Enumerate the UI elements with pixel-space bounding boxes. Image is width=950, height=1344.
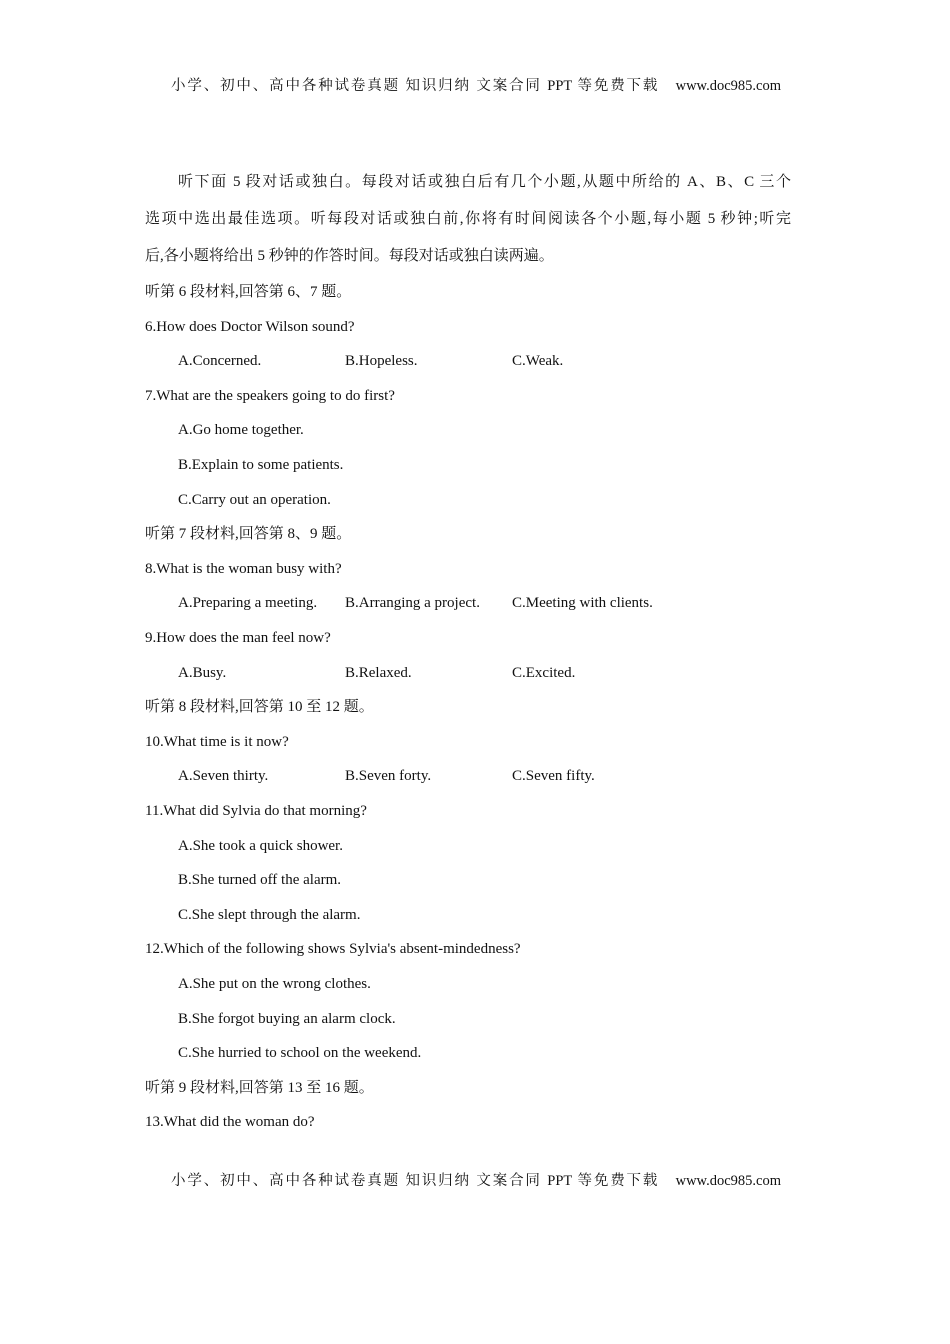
- section-heading: 听第 8 段材料,回答第 10 至 12 题。: [145, 699, 374, 716]
- answer-option: C.Meeting with clients.: [512, 595, 653, 612]
- answer-option: C.Weak.: [512, 353, 564, 370]
- answer-option: B.Hopeless.: [345, 353, 418, 370]
- question-text: 10.What time is it now?: [145, 733, 289, 750]
- answer-option: B.Relaxed.: [345, 664, 412, 681]
- answer-option: B.Seven forty.: [345, 768, 432, 785]
- answer-option: A.She took a quick shower.: [178, 837, 343, 854]
- question-text: 9.How does the man feel now?: [145, 630, 331, 646]
- answer-option: C.Excited.: [512, 664, 576, 681]
- answer-option: A.Concerned.: [178, 353, 262, 370]
- answer-option: C.Carry out an operation.: [178, 491, 331, 508]
- answer-option: A.Go home together.: [178, 422, 304, 439]
- section-heading: 听第 9 段材料,回答第 13 至 16 题。: [145, 1079, 374, 1096]
- answer-option: C.Seven fifty.: [512, 768, 595, 785]
- answer-option: A.She put on the wrong clothes.: [178, 976, 371, 992]
- answer-option: B.She turned off the alarm.: [178, 872, 342, 889]
- section-heading: 听第 7 段材料,回答第 8、9 题。: [145, 526, 352, 543]
- answer-option: A.Busy.: [178, 664, 227, 681]
- question-text: 11.What did Sylvia do that morning?: [145, 803, 367, 819]
- footer-banner: 小学、初中、高中各种试卷真题 知识归纳 文案合同 PPT 等免费下载 www.doc985.com: [171, 1173, 781, 1189]
- question-text: 12.Which of the following shows Sylvia's absent-mindedness?: [145, 941, 521, 958]
- question-text: 13.What did the woman do?: [145, 1114, 315, 1131]
- answer-option: C.She slept through the alarm.: [178, 906, 361, 923]
- question-text: 8.What is the woman busy with?: [145, 560, 342, 577]
- question-text: 6.How does Doctor Wilson sound?: [145, 318, 355, 335]
- header-banner: 小学、初中、高中各种试卷真题 知识归纳 文案合同 PPT 等免费下载 www.doc985.com: [171, 78, 781, 94]
- answer-option: B.Explain to some patients.: [178, 457, 344, 473]
- question-text: 7.What are the speakers going to do first?: [145, 387, 395, 404]
- instructions-line: 听下面 5 段对话或独白。每段对话或独白后有几个小题,从题中所给的 A、B、C 三个: [178, 174, 791, 190]
- answer-option: A.Preparing a meeting.: [178, 595, 318, 612]
- instructions-line: 后,各小题将给出 5 秒钟的作答时间。每段对话或独白读两遍。: [145, 248, 554, 264]
- answer-option: A.Seven thirty.: [178, 768, 269, 785]
- answer-option: C.She hurried to school on the weekend.: [178, 1045, 422, 1062]
- section-heading: 听第 6 段材料,回答第 6、7 题。: [145, 284, 352, 300]
- answer-option: B.She forgot buying an alarm clock.: [178, 1010, 396, 1027]
- answer-option: B.Arranging a project.: [345, 595, 480, 612]
- instructions-line: 选项中选出最佳选项。听每段对话或独白前,你将有时间阅读各个小题,每小题 5 秒钟;听完: [145, 211, 791, 227]
